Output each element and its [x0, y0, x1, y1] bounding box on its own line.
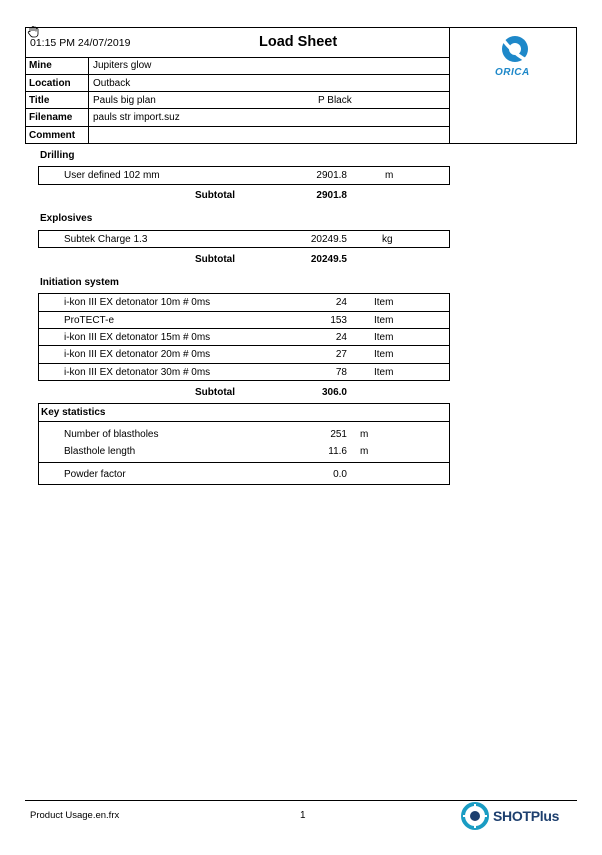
list-item-value: 24	[335, 297, 347, 308]
explosives-item-unit: kg	[382, 234, 393, 245]
filename-label: Filename	[29, 112, 73, 123]
list-item-unit: Item	[374, 315, 394, 326]
drilling-item-value: 2901.8	[316, 170, 347, 181]
drilling-heading: Drilling	[40, 150, 75, 161]
initiation-subtotal-label: Subtotal	[195, 387, 235, 398]
explosives-heading: Explosives	[40, 213, 93, 224]
list-item: i-kon III EX detonator 20m # 0ms	[64, 349, 211, 360]
page-title: Load Sheet	[259, 34, 338, 50]
drilling-item-name: User defined 102 mm	[64, 170, 160, 181]
list-item-unit: Item	[374, 367, 394, 378]
stat-blastholes-unit: m	[360, 429, 369, 440]
list-item: ProTECT-e	[64, 315, 115, 326]
title-value: Pauls big plan	[93, 95, 156, 106]
author-value: P Black	[318, 95, 352, 106]
orica-emblem-icon	[490, 33, 540, 67]
list-item-value: 27	[335, 349, 347, 360]
drilling-subtotal-label: Subtotal	[195, 190, 235, 201]
shotplus-logo-text: SHOTPlus	[493, 808, 560, 824]
location-label: Location	[29, 78, 71, 89]
initiation-subtotal-value: 306.0	[321, 387, 347, 398]
list-item-unit: Item	[374, 297, 394, 308]
stat-blasthole-length-label: Blasthole length	[64, 446, 136, 457]
drilling-item-unit: m	[385, 170, 394, 181]
list-item-value: 153	[330, 315, 347, 326]
list-item-value: 24	[335, 332, 347, 343]
footer-filename: Product Usage.en.frx	[30, 810, 120, 821]
explosives-subtotal-label: Subtotal	[195, 254, 235, 265]
shotplus-logo	[460, 801, 580, 831]
list-item-unit: Item	[374, 349, 394, 360]
mine-value: Jupiters glow	[93, 60, 152, 71]
mine-label: Mine	[29, 60, 52, 71]
list-item-unit: Item	[374, 332, 394, 343]
location-value: Outback	[93, 78, 131, 89]
orica-logo-text: ORICA	[495, 67, 530, 78]
stat-blastholes-label: Number of blastholes	[64, 429, 159, 440]
stat-powder-factor-label: Powder factor	[64, 469, 126, 480]
shotplus-emblem-icon	[460, 801, 490, 831]
stat-blastholes-value: 251	[330, 429, 347, 440]
comment-label: Comment	[29, 130, 76, 141]
stat-powder-factor-value: 0.0	[333, 469, 347, 480]
orica-logo	[490, 33, 540, 79]
initiation-heading: Initiation system	[40, 277, 119, 288]
list-item: i-kon III EX detonator 15m # 0ms	[64, 332, 211, 343]
stat-blasthole-length-value: 11.6	[328, 446, 347, 457]
list-item: i-kon III EX detonator 10m # 0ms	[64, 297, 211, 308]
title-label: Title	[29, 95, 50, 106]
page-number: 1	[300, 810, 306, 821]
list-item: i-kon III EX detonator 30m # 0ms	[64, 367, 211, 378]
list-item-value: 78	[335, 367, 347, 378]
report-datetime: 01:15 PM 24/07/2019	[30, 37, 131, 49]
explosives-item-name: Subtek Charge 1.3	[64, 234, 148, 245]
filename-value: pauls str import.suz	[93, 112, 180, 123]
explosives-subtotal-value: 20249.5	[310, 254, 347, 265]
key-statistics-heading: Key statistics	[41, 407, 106, 418]
explosives-item-value: 20249.5	[310, 234, 347, 245]
drilling-subtotal-value: 2901.8	[316, 190, 347, 201]
stat-blasthole-length-unit: m	[360, 446, 369, 457]
